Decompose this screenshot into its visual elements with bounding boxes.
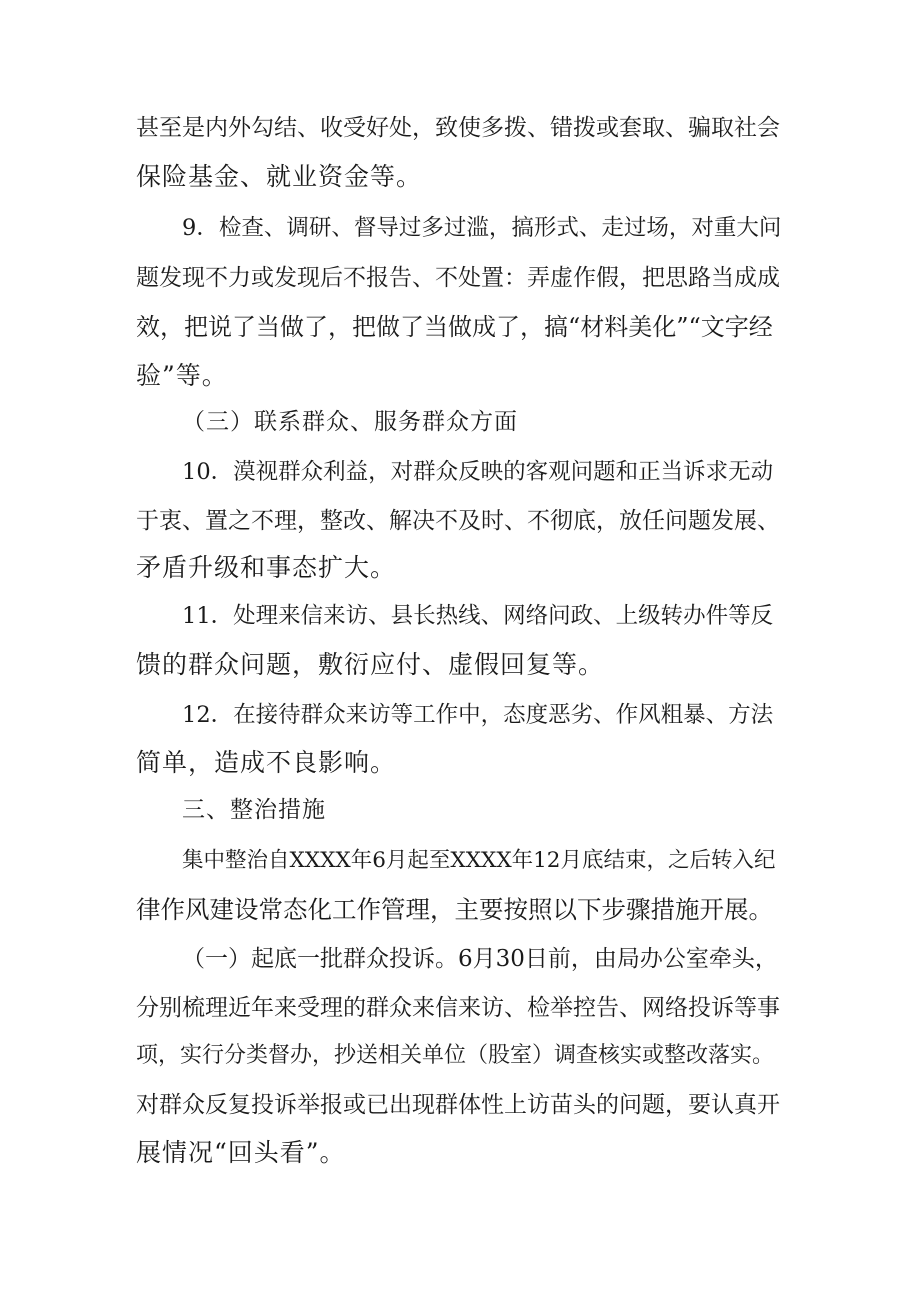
section-heading: （三）联系群众、服务群众方面 bbox=[182, 409, 518, 435]
text-line: 9．检查、调研、督导过多过滥，搞形式、走过场，对重大问 bbox=[182, 215, 782, 241]
text-line: 展情况“回头看”。 bbox=[136, 1138, 346, 1167]
text-line: 集中整治自XXXX年6月起至XXXX年12月底结束，之后转入纪 bbox=[182, 848, 776, 873]
text-line: 于衷、置之不理，整改、解决不及时、不彻底，放任问题发展、 bbox=[136, 508, 780, 534]
text-line: 10．漠视群众利益，对群众反映的客观问题和正当诉求无动 bbox=[182, 459, 774, 485]
text-line: 效，把说了当做了，把做了当做成了，搞“材料美化”“文字经 bbox=[136, 313, 773, 341]
section-heading: 三、整治措施 bbox=[182, 797, 326, 823]
text-line: 验”等。 bbox=[136, 361, 228, 390]
text-line: 对群众反复投诉举报或已出现群体性上访苗头的问题，要认真开 bbox=[136, 1092, 780, 1118]
text-line: 题发现不力或发现后不报告、不处置：弄虚作假，把思路当成成 bbox=[136, 265, 780, 291]
text-line: 矛盾升级和事态扩大。 bbox=[136, 553, 397, 582]
text-line: 11．处理来信来访、县长热线、网络问政、上级转办件等反 bbox=[182, 603, 774, 629]
text-line: 分别梳理近年来受理的群众来信来访、检举控告、网络投诉等事 bbox=[136, 995, 780, 1021]
text-line: 馈的群众问题，敷衍应付、虚假回复等。 bbox=[136, 650, 605, 679]
text-line: 甚至是内外勾结、收受好处，致使多拨、错拨或套取、骗取社会 bbox=[136, 115, 780, 141]
text-line: 律作风建设常态化工作管理，主要按照以下步骤措施开展。 bbox=[136, 895, 773, 924]
text-line: 项，实行分类督办，抄送相关单位（股室）调查核实或整改落实。 bbox=[136, 1043, 775, 1068]
text-line: （一）起底一批群众投诉。6月30日前，由局办公室牵头， bbox=[182, 946, 778, 972]
text-line: 保险基金、就业资金等。 bbox=[136, 162, 423, 191]
text-line: 简单，造成不良影响。 bbox=[136, 748, 397, 777]
text-line: 12．在接待群众来访等工作中，态度恶劣、作风粗暴、方法 bbox=[182, 702, 774, 728]
